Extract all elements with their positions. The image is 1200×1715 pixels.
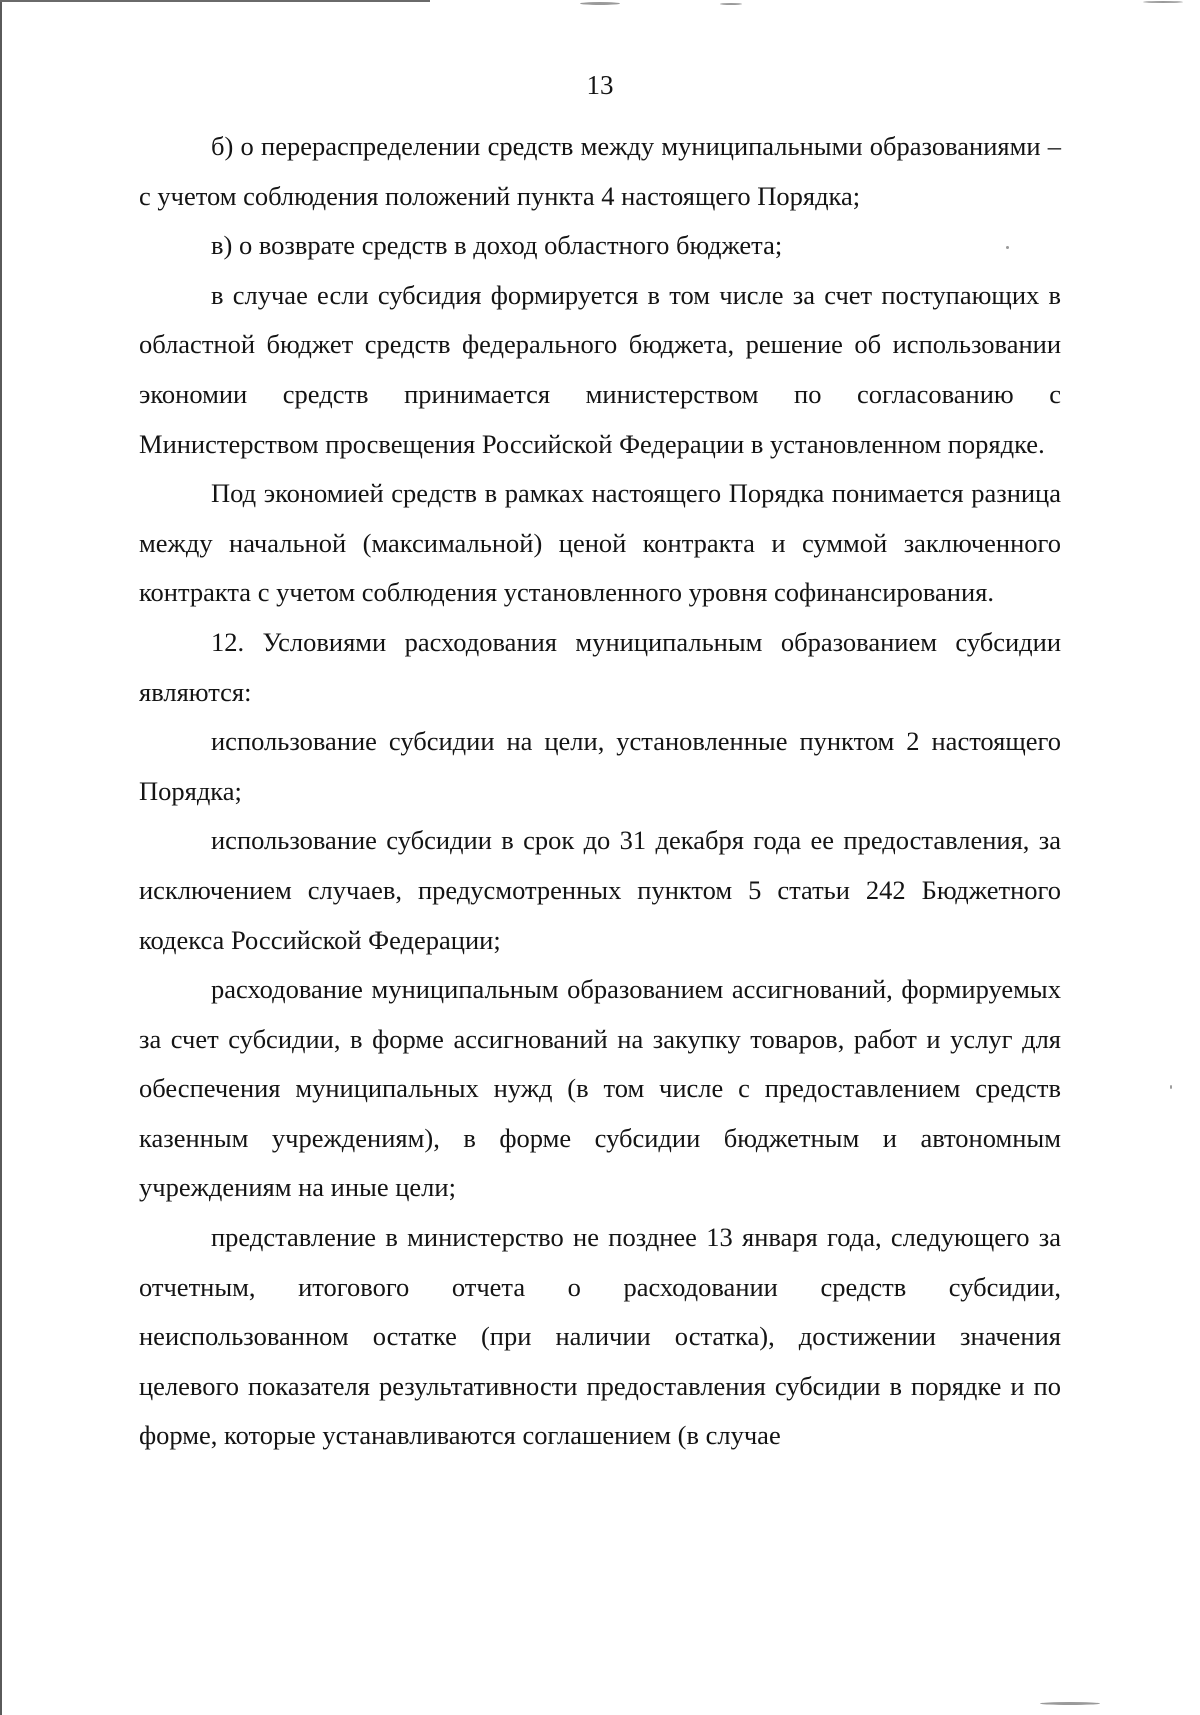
paragraph: представление в министерство не позднее 13 января года, следующего за отчетным, итогового отчета о расходовании средств субсидии, неиспользованном остатке (при наличии остатка), достижении значения целевого показателя результативности предоставления субсидии в порядке и по форме, которые устанавливаются соглашением (в случае: [139, 1222, 1061, 1451]
paragraph: 12. Условиями расходования муниципальным образованием субсидии являются:: [139, 626, 1061, 707]
paragraph: в) о возврате средств в доход областного бюджета;: [211, 230, 783, 261]
paragraph: использование субсидии на цели, установленные пунктом 2 настоящего Порядка;: [139, 726, 1061, 806]
scan-edge-left: [0, 0, 2, 1715]
scan-edge-top: [0, 0, 430, 2]
scan-speck: [580, 2, 620, 5]
paragraph: Под экономией средств в рамках настоящего Порядка понимается разница между начальной (максимальной) ценой контракта и суммой заключенного контракта с учетом соблюдения установленного уровня софинансирования.: [139, 478, 1061, 608]
scan-speck: [1040, 1702, 1100, 1705]
document-body: [139, 122, 1061, 1461]
scan-speck: [720, 3, 742, 5]
paragraph: использование субсидии в срок до 31 декабря года ее предоставления, за исключением случаев, предусмотренных пунктом 5 статьи 242 Бюджетного кодекса Российской Федерации;: [139, 825, 1061, 955]
scan-speck: [1143, 1, 1183, 3]
paragraph: б) о перераспределении средств между муниципальными образованиями – с учетом соблюдения положений пункта 4 настоящего Порядка;: [139, 131, 1061, 211]
scan-speck: [1170, 1085, 1172, 1089]
paragraph: в случае если субсидия формируется в том числе за счет поступающих в областной бюджет средств федерального бюджета, решение об использовании экономии средств принимается министерством по согласованию с Министерством просвещения Российской Федерации в установленном порядке.: [139, 279, 1061, 459]
page-number: 13: [586, 70, 614, 100]
paragraph: расходование муниципальным образованием ассигнований, формируемых за счет субсидии, в форме ассигнований на закупку товаров, работ и услуг для обеспечения муниципальных нужд (в том числе с предоставлением средств казенным учреждениям), в форме субсидии бюджетным и автономным учреждениям на иные цели;: [139, 974, 1061, 1203]
